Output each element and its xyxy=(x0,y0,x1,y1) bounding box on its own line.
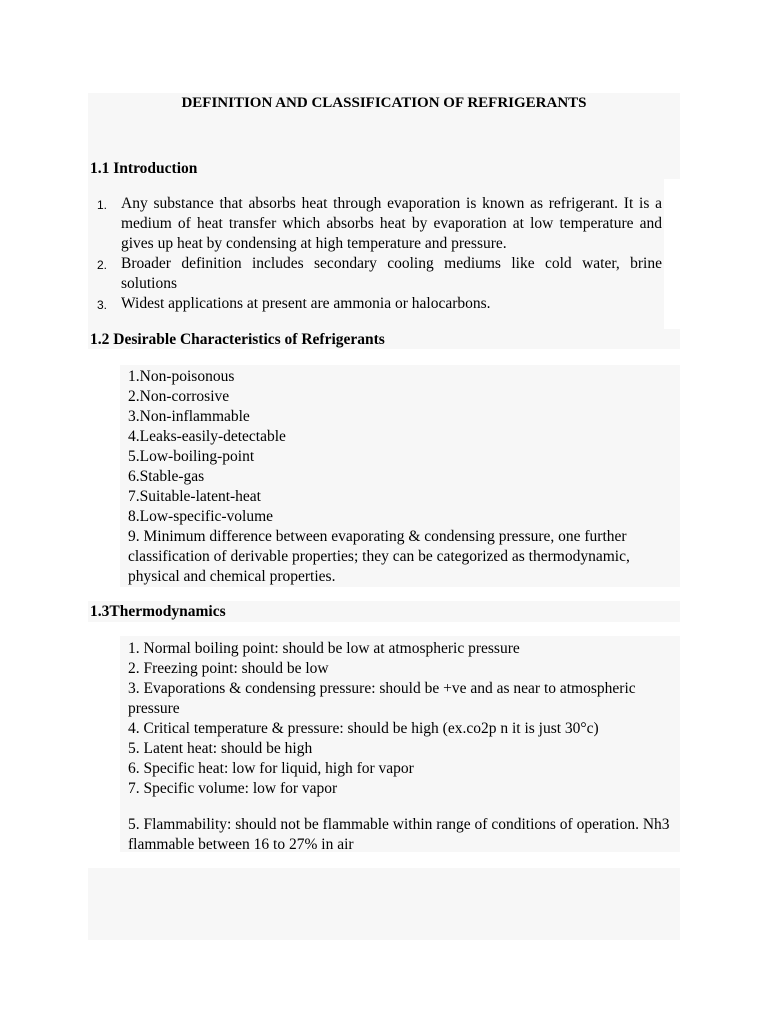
list-item: 3.Non-inflammable xyxy=(128,408,250,425)
section-heading-introduction: 1.1 Introduction xyxy=(90,160,198,177)
list-item: 3. Evaporations & condensing pressure: should be +ve and as near to atmospheric pressure xyxy=(128,680,636,717)
list-item: 1.Non-poisonous xyxy=(128,368,235,385)
thermodynamics-list xyxy=(128,639,680,799)
list-item: 8.Low-specific-volume xyxy=(128,508,274,525)
list-item: 9. Minimum difference between evaporating & condensing pressure, one further classification of derivable properties; they can be categorized as thermodynamic, physical and chemical properties. xyxy=(128,528,630,585)
list-item: 2.Non-corrosive xyxy=(128,388,230,405)
list-item: 7.Suitable-latent-heat xyxy=(128,488,261,505)
flammability-paragraph: 5. Flammability: should not be flammable within range of conditions of operation. Nh3 flammable between 16 to 27% in air xyxy=(128,816,670,853)
list-item: 6. Specific heat: low for liquid, high for vapor xyxy=(128,760,414,777)
introduction-list xyxy=(90,194,662,314)
list-item: 1. Any substance that absorbs heat through evaporation is known as refrigerant. It is a medium of heat transfer which absorbs heat by evaporation at low temperature and gives up heat by condensing at high temperature and pressure. xyxy=(97,195,662,252)
list-item: 4. Critical temperature & pressure: should be high (ex.co2p n it is just 30°c) xyxy=(128,720,599,737)
section-heading-desirable-characteristics: 1.2 Desirable Characteristics of Refrigerants xyxy=(90,331,385,348)
list-item: 3. Widest applications at present are ammonia or halocarbons. xyxy=(97,295,491,312)
document-title: DEFINITION AND CLASSIFICATION OF REFRIGERANTS xyxy=(181,95,587,111)
list-item: 5. Latent heat: should be high xyxy=(128,740,313,757)
list-item: 4.Leaks-easily-detectable xyxy=(128,428,286,445)
list-item: 2. Freezing point: should be low xyxy=(128,660,329,677)
list-item: 7. Specific volume: low for vapor xyxy=(128,780,338,797)
list-item: 1. Normal boiling point: should be low at atmospheric pressure xyxy=(128,640,520,657)
list-item: 5.Low-boiling-point xyxy=(128,448,255,465)
list-item: 6.Stable-gas xyxy=(128,468,205,485)
bottom-band xyxy=(88,868,680,940)
list-item: 2. Broader definition includes secondary cooling mediums like cold water, brine solutions xyxy=(97,255,662,292)
characteristics-list xyxy=(128,367,680,587)
section-heading-thermodynamics: 1.3Thermodynamics xyxy=(90,603,226,620)
